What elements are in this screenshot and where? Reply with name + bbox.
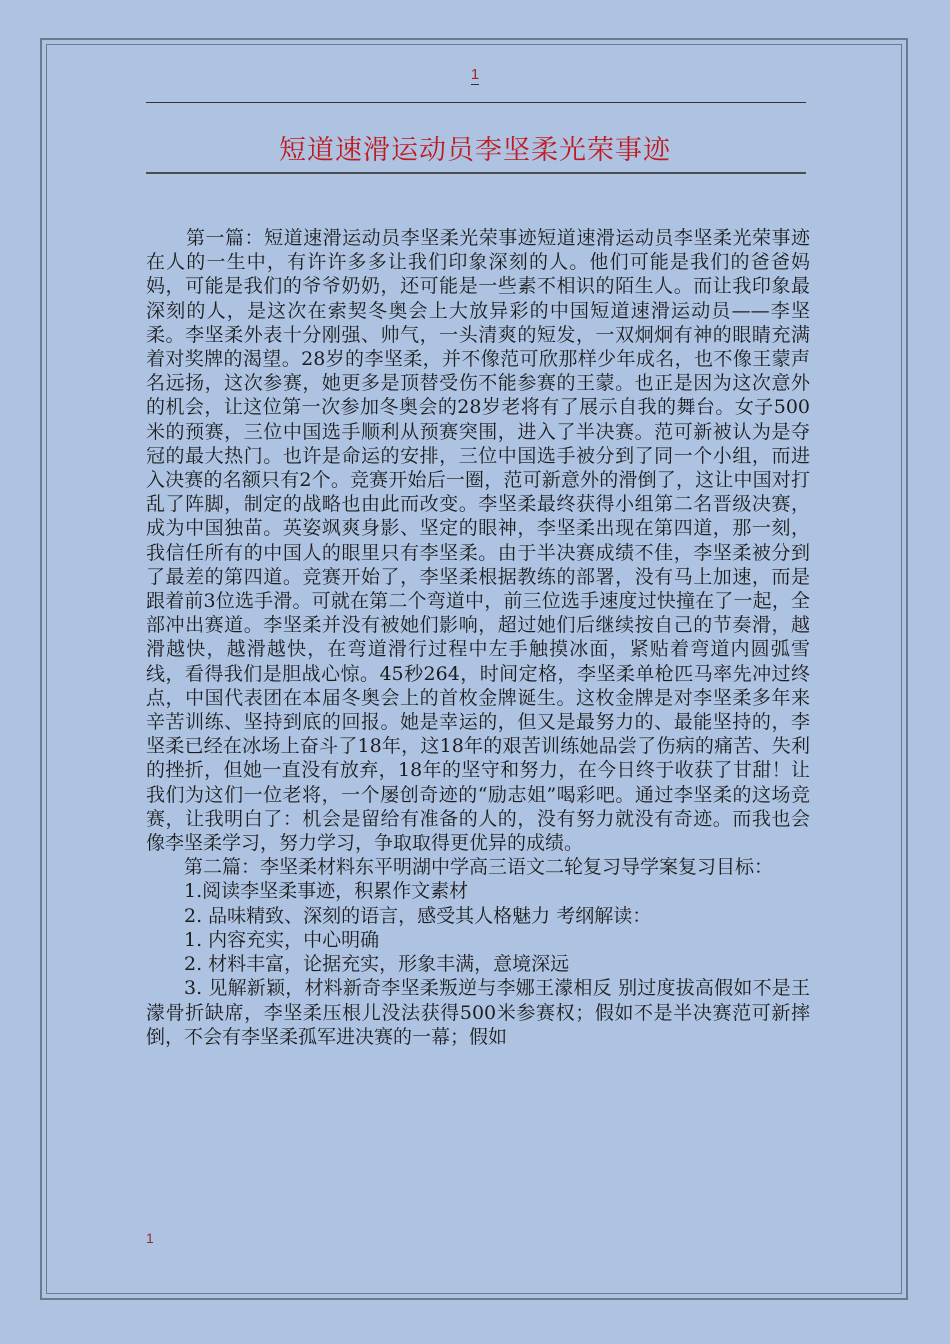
title-rule xyxy=(146,172,806,174)
document-title: 短道速滑运动员李坚柔光荣事迹 xyxy=(279,135,671,166)
list-item-syllabus-1: 1. 内容充实，中心明确 xyxy=(184,928,380,951)
header-rule xyxy=(146,102,806,103)
paragraph-part-one: 第一篇：短道速滑运动员李坚柔光荣事迹短道速滑运动员李坚柔光荣事迹在人的一生中，有许许多多让我们印象深刻的人。他们可能是我们的爸爸妈妈，可能是我们的爷爷奶奶，还可能是一些素不相识的陌生人。而让我印象最深刻的人，是这次在索契冬奥会上大放异彩的中国短道速滑运动员——李坚柔。李坚柔外表十分刚强、帅气，一头清爽的短发，一双炯炯有神的眼睛充满着对奖牌的渴望。28岁的李坚柔，并不像范可欣那样少年成名，也不像王蒙声名远扬，这次参赛，她更多是顶替受伤不能参赛的王蒙。也正是因为这次意外的机会，让这位第一次参加冬奥会的28岁老将有了展示自我的舞台。女子500米的预赛，三位中国选手顺利从预赛突围，进入了半决赛。范可新被认为是夺冠的最大热门。也许是命运的安排，三位中国选手被分到了同一个小组，而进入决赛的名额只有2个。竞赛开始后一圈，范可新意外的滑倒了，这让中国对打乱了阵脚，制定的战略也由此而改变。李坚柔最终获得小组第二名晋级决赛，成为中国独苗。英姿飒爽身影、坚定的眼神，李坚柔出现在第四道，那一刻，我信任所有的中国人的眼里只有李坚柔。由于半决赛成绩不佳，李坚柔被分到了最差的第四道。竞赛开始了，李坚柔根据教练的部署，没有马上加速，而是跟着前3位选手滑。可就在第二个弯道中，前三位选手速度过快撞在了一起，全部冲出赛道。李坚柔并没有被她们影响，超过她们后继续按自己的节奏滑，越滑越快，越滑越快，在弯道滑行过程中左手触摸冰面，紧贴着弯道内圆弧雪线，看得我们是胆战心惊。45秒264，时间定格，李坚柔单枪匹马率先冲过终点，中国代表团在本届冬奥会上的首枚金牌诞生。这枚金牌是对李坚柔多年来辛苦训练、坚持到底的回报。她是幸运的，但又是最努力的、最能坚持的，李坚柔已经在冰场上奋斗了18年，这18年的艰苦训练她品尝了伤病的痛苦、失利的挫折，但她一直没有放弃，18年的坚守和努力，在今日终于收获了甘甜！让我们为这们一位老将，一个屡创奇迹的“励志姐”喝彩吧。通过李坚柔的这场竞赛，让我明白了：机会是留给有准备的人的，没有努力就没有奇迹。而我也会像李坚柔学习，努力学习，争取取得更优异的成绩。 xyxy=(146,227,810,855)
footer-page-number: 1 xyxy=(146,1230,154,1246)
list-item-goal-1: 1.阅读李坚柔事迹，积累作文素材 xyxy=(184,880,469,903)
list-item-syllabus-3: 3. 见解新颖，材料新奇李坚柔叛逆与李娜王濛相反 别过度拔高假如不是王濛骨折缺席，李坚柔压根儿没法获得500米参赛权；假如不是半决赛范可新摔倒，不会有李坚柔孤军进决赛的一幕；假如 xyxy=(146,977,810,1048)
header-page-number: 1 xyxy=(470,66,480,83)
list-item-syllabus-2: 2. 材料丰富，论据充实，形象丰满，意境深远 xyxy=(184,953,570,976)
document-body xyxy=(146,226,810,1049)
list-item-goal-2: 2. 品味精致、深刻的语言，感受其人格魅力 考纲解读： xyxy=(184,904,652,927)
paragraph-part-two-heading: 第二篇：李坚柔材料东平明湖中学高三语文二轮复习导学案复习目标： xyxy=(184,856,774,879)
